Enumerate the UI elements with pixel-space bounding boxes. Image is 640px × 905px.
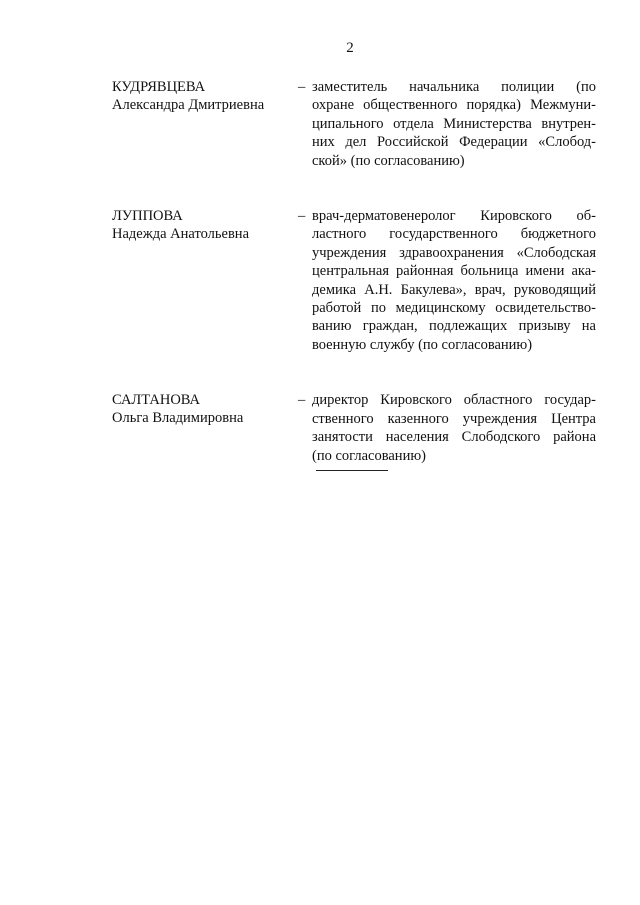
member-name [112, 78, 292, 114]
role-line: ской» (по согласованию) [312, 152, 465, 169]
member-name [112, 391, 292, 427]
role-line: демика А.Н. Бакулева», врач, руководящий [312, 281, 596, 298]
member-entry [112, 78, 596, 170]
role-line: ластного государственного бюджетного [312, 226, 596, 243]
closing-rule [316, 470, 388, 471]
member-given-names: Александра Дмитриевна [112, 97, 265, 113]
dash-separator: – [298, 208, 306, 225]
role-line: охране общественного порядка) Межмуни- [312, 97, 596, 114]
page-number: 2 [346, 40, 354, 56]
role-line: учреждения здравоохранения «Слободская [312, 244, 596, 261]
role-line: врач-дерматовенеролог Кировского об- [312, 208, 596, 225]
member-role [312, 391, 596, 465]
role-line: ципального отдела Министерства внутрен- [312, 115, 596, 132]
role-line: заместитель начальника полиции (по [312, 79, 596, 95]
role-line: работой по медицинскому освидетельство- [312, 300, 596, 317]
dash-separator: – [298, 79, 306, 95]
role-line: ственного казенного учреждения Центра [312, 410, 596, 427]
member-surname: КУДРЯВЦЕВА [112, 79, 206, 95]
role-line: них дел Российской Федерации «Слобод- [312, 134, 596, 151]
role-line: центральная районная больница имени ака- [312, 263, 596, 280]
role-line: директор Кировского областного государ- [312, 392, 596, 409]
member-entry [112, 391, 596, 465]
member-role [312, 207, 596, 354]
member-given-names: Ольга Владимировна [112, 410, 244, 427]
role-line: военную службу (по согласованию) [312, 336, 533, 353]
role-line: (по согласованию) [312, 447, 426, 464]
member-entry [112, 207, 596, 354]
member-name [112, 207, 292, 243]
member-given-names: Надежда Анатольевна [112, 226, 249, 243]
dash-separator: – [298, 392, 306, 409]
role-line: ванию граждан, подлежащих призыву на [312, 318, 596, 335]
member-surname: САЛТАНОВА [112, 392, 201, 409]
member-list [112, 78, 596, 465]
member-role [312, 78, 596, 170]
member-surname: ЛУППОВА [112, 208, 183, 225]
role-line: занятости населения Слободского района [312, 429, 596, 446]
